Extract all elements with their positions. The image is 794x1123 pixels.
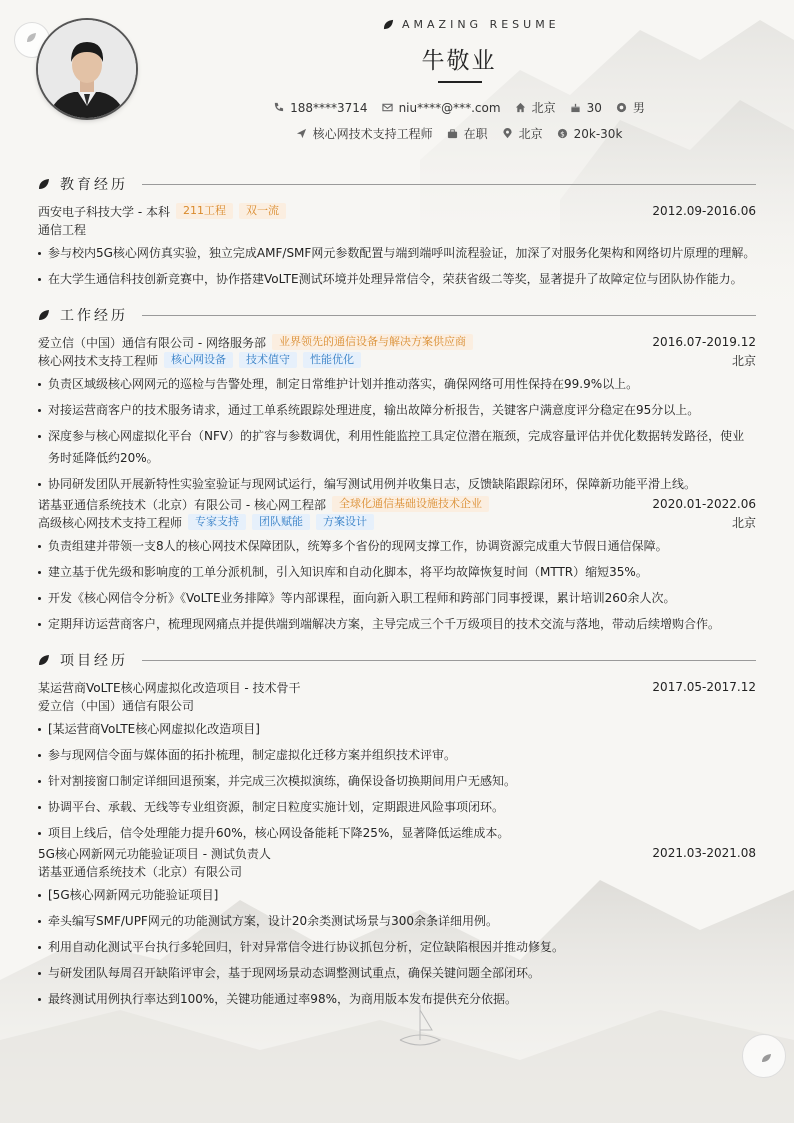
- work-date: 2016.07-2019.12: [652, 335, 756, 349]
- project-bullet: [某运营商VoLTE核心网虚拟化改造项目]: [38, 718, 756, 740]
- contact-gender: 男: [616, 99, 645, 116]
- send-icon: [296, 128, 307, 139]
- job-title: 核心网技术支持工程师: [296, 125, 433, 142]
- school-tag: 211工程: [176, 203, 233, 219]
- work-bullet: 定期拜访运营商客户，梳理现网痛点并提供端到端解决方案，主导完成三个千万级项目的技术交流与落地，带动后续增购合作。: [38, 613, 756, 635]
- work-bullet: 负责组建并带领一支8人的核心网技术保障团队，统筹多个省份的现网支撑工作，协调资源完成重大节假日通信保障。: [38, 535, 756, 557]
- project-entry: [38, 844, 756, 1010]
- contact-phone: 188****3714: [273, 101, 367, 115]
- project-bullet: 协调平台、承载、无线等专业组资源，制定日粒度实施计划，定期跟进风险事项闭环。: [38, 796, 756, 818]
- candidate-name: 牛敬业: [421, 48, 497, 74]
- education-entry: [38, 202, 756, 290]
- contact-city: 北京: [515, 99, 556, 116]
- work-entry: [38, 333, 756, 495]
- project-bullet: 利用自动化测试平台执行多轮回归，针对异常信令进行协议抓包分析，定位缺陷根因并推动修复。: [38, 936, 756, 958]
- section-divider: [142, 184, 756, 185]
- project-bullet: 参与现网信令面与媒体面的拓扑梳理，制定虚拟化迁移方案并组织技术评审。: [38, 744, 756, 766]
- job-salary: $ 20k-30k: [557, 127, 623, 141]
- role-title: 核心网技术支持工程师: [38, 353, 159, 368]
- tagline-text: AMAZING RESUME: [402, 18, 560, 31]
- work-bullet: 协同研发团队开展新特性实验室验证与现网试运行，编写测试用例并收集日志，反馈缺陷跟踪闭环，保障新功能平滑上线。: [38, 473, 756, 495]
- role-tag: 核心网设备: [164, 352, 233, 368]
- resume-tagline: [383, 18, 560, 31]
- contact-info-row: [0, 99, 794, 116]
- school-tag: 双一流: [239, 203, 286, 219]
- project-date: 2021.03-2021.08: [652, 846, 756, 860]
- cake-icon: [570, 102, 581, 113]
- contact-email: niu****@***.com: [382, 101, 501, 115]
- company-name: 诺基亚通信系统技术（北京）有限公司 - 核心网工程部: [38, 497, 326, 512]
- project-bullet: [5G核心网新网元功能验证项目]: [38, 884, 756, 906]
- work-city: 北京: [731, 353, 756, 368]
- education-bullet: 在大学生通信科技创新竞赛中，协作搭建VoLTE测试环境并处理异常信令，荣获省级二等奖，显著提升了故障定位与团队协作能力。: [38, 268, 756, 290]
- education-bullet: 参与校内5G核心网仿真实验，独立完成AMF/SMF网元参数配置与端到端呼叫流程验证，加深了对服务化架构和网络切片原理的理解。: [38, 242, 756, 264]
- home-icon: [515, 102, 526, 113]
- role-tag: 技术值守: [239, 352, 297, 368]
- role-tag: 专家支持: [188, 514, 246, 530]
- work-date: 2020.01-2022.06: [652, 497, 756, 511]
- company-tag: 全球化通信基础设施技术企业: [332, 496, 489, 512]
- gender-icon: [616, 102, 627, 113]
- section-title-education: 教育经历: [38, 174, 756, 194]
- project-name: 5G核心网新网元功能验证项目 - 测试负责人: [38, 846, 271, 861]
- role-tag: 性能优化: [303, 352, 361, 368]
- leaf-icon: [38, 309, 50, 321]
- section-title-projects: 项目经历: [38, 650, 756, 670]
- project-bullet: 最终测试用例执行率达到100%，关键功能通过率98%，为商用版本发布提供充分依据。: [38, 988, 756, 1010]
- money-icon: [557, 128, 568, 139]
- major: 通信工程: [38, 222, 87, 237]
- location-pin-icon: [502, 128, 513, 139]
- work-bullet: 开发《核心网信令分析》《VoLTE业务排障》等内部课程，面向新入职工程师和跨部门同事授课，累计培训260余人次。: [38, 587, 756, 609]
- role-tag: 方案设计: [316, 514, 374, 530]
- decor-circle-bottom-right: [742, 1034, 786, 1078]
- job-status: 在职: [447, 125, 488, 142]
- company-name: 爱立信（中国）通信有限公司 - 网络服务部: [38, 335, 266, 350]
- leaf-icon: [383, 19, 394, 30]
- section-divider: [142, 315, 756, 316]
- project-bullet: 与研发团队每周召开缺陷评审会，基于现网场景动态调整测试重点，确保关键问题全部闭环。: [38, 962, 756, 984]
- role-tag: 团队赋能: [252, 514, 310, 530]
- work-bullet: 负责区域级核心网网元的巡检与告警处理，制定日常维护计划并推动落实，确保网络可用性保持在99.9%以上。: [38, 373, 756, 395]
- project-name: 某运营商VoLTE核心网虚拟化改造项目 - 技术骨干: [38, 680, 301, 695]
- svg-text:$: $: [559, 129, 565, 139]
- project-bullet: 项目上线后，信令处理能力提升60%，核心网设备能耗下降25%，显著降低运维成本。: [38, 822, 756, 844]
- work-bullet: 深度参与核心网虚拟化平台（NFV）的扩容与参数调优，利用性能监控工具定位潜在瓶颈，完成容量评估并优化数据转发路径，使业务时延降低约20%。: [38, 425, 756, 469]
- mail-icon: [382, 102, 393, 113]
- job-info-row: [0, 125, 794, 142]
- work-bullet: 对接运营商客户的技术服务请求，通过工单系统跟踪处理进度，输出故障分析报告，关键客户满意度评分稳定在95分以上。: [38, 399, 756, 421]
- phone-icon: [273, 102, 284, 113]
- project-entry: [38, 678, 756, 844]
- project-org: 诺基亚通信系统技术（北京）有限公司: [38, 864, 243, 879]
- school-name: 西安电子科技大学 - 本科: [38, 204, 170, 219]
- contact-age: 30: [570, 101, 602, 115]
- leaf-icon: [38, 654, 50, 666]
- company-tag: 业界领先的通信设备与解决方案供应商: [272, 334, 473, 350]
- role-title: 高级核心网技术支持工程师: [38, 515, 183, 530]
- work-entry: [38, 495, 756, 635]
- work-bullet: 建立基于优先级和影响度的工单分派机制，引入知识库和自动化脚本，将平均故障恢复时间（MTTR）缩短35%。: [38, 561, 756, 583]
- job-city: 北京: [502, 125, 543, 142]
- name-divider: [438, 81, 482, 83]
- section-title-work: 工作经历: [38, 305, 756, 325]
- work-city: 北京: [731, 515, 756, 530]
- project-date: 2017.05-2017.12: [652, 680, 756, 694]
- leaf-icon: [38, 178, 50, 190]
- briefcase-icon: [447, 128, 458, 139]
- education-date: 2012.09-2016.06: [652, 204, 756, 218]
- section-divider: [142, 660, 756, 661]
- project-bullet: 针对割接窗口制定详细回退预案，并完成三次模拟演练，确保设备切换期间用户无感知。: [38, 770, 756, 792]
- project-org: 爱立信（中国）通信有限公司: [38, 698, 195, 713]
- project-bullet: 牵头编写SMF/UPF网元的功能测试方案，设计20余类测试场景与300余条详细用例。: [38, 910, 756, 932]
